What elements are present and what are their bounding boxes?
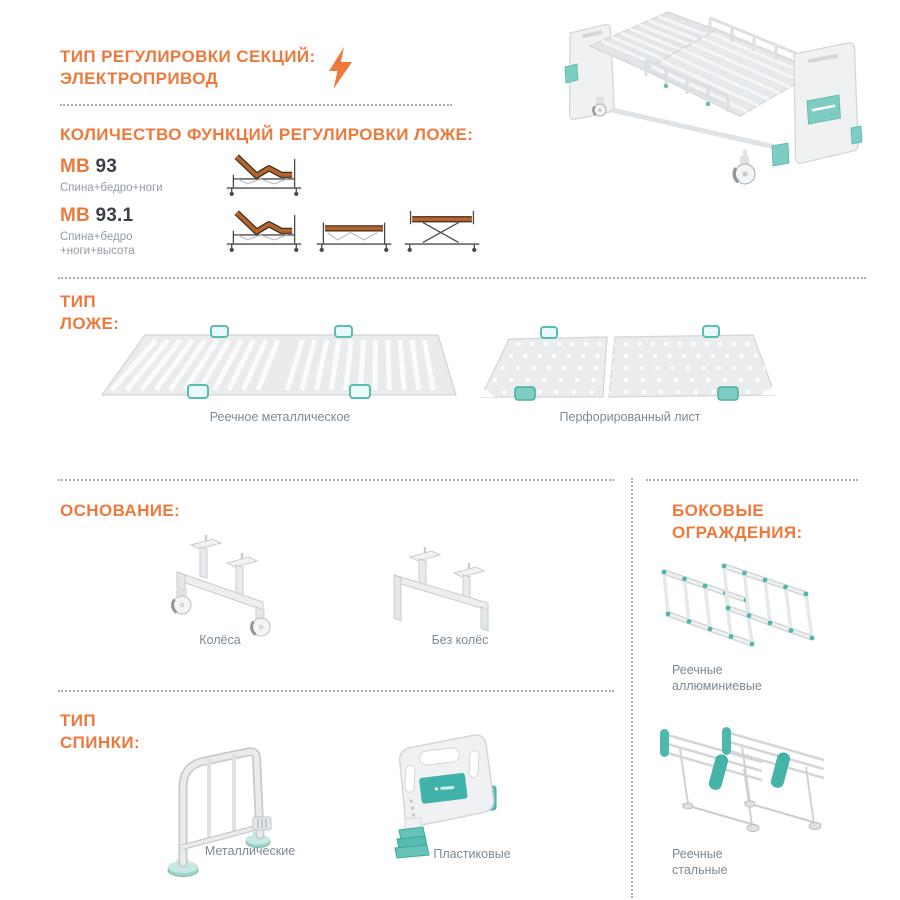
bed-profile-raised-icon	[221, 150, 307, 198]
section-bed-type-title: ТИП ЛОЖЕ:	[60, 292, 120, 333]
section-regulation-title: ТИП РЕГУЛИРОВКИ СЕКЦИЙ: ЭЛЕКТРОПРИВОД	[60, 47, 316, 88]
separator-base	[58, 479, 614, 481]
perforated-platform-image	[475, 323, 795, 411]
separator-top	[60, 104, 452, 106]
separator-vertical	[631, 478, 633, 898]
caption-no-wheels: Без колёс	[431, 633, 489, 647]
section-backrest-title: ТИП СПИНКИ:	[60, 711, 141, 752]
caption-wheels: Колёса	[199, 633, 241, 647]
base-without-wheels-image	[380, 533, 520, 633]
section-side-rails-title: БОКОВЫЕ ОГРАЖДЕНИЯ:	[672, 501, 803, 542]
caption-plastic-backrest: Пластиковые	[433, 847, 511, 861]
section-functions-title: КОЛИЧЕСТВО ФУНКЦИЙ РЕГУЛИРОВКИ ЛОЖЕ:	[60, 125, 474, 144]
caption-slatted-metal: Реечное металлическое	[209, 410, 351, 424]
bed-profile-flat-high-icon	[399, 206, 485, 254]
aluminium-rails-image	[660, 556, 835, 656]
bed-render	[548, 2, 888, 194]
base-with-wheels-image	[163, 526, 303, 638]
model-mb931: МВ 93.1 Спина+бедро +ноги+высота	[60, 205, 135, 257]
separator-rails	[646, 479, 858, 481]
caption-metal-backrest: Металлические	[204, 844, 296, 858]
caption-perforated-sheet: Перфорированный лист	[559, 410, 701, 424]
separator-backrest	[58, 690, 614, 692]
caption-steel-rails: Реечные стальные	[672, 847, 728, 877]
lightning-icon	[326, 46, 354, 90]
slatted-platform-image	[88, 323, 458, 411]
bed-profile-raised-icon	[221, 206, 307, 254]
separator-mid	[58, 277, 866, 279]
model-mb93: МВ 93 Спина+бедро+ноги	[60, 156, 163, 194]
bed-profile-flat-low-icon	[311, 206, 397, 254]
caption-aluminium-rails: Реечные аллюминиевые	[672, 663, 762, 693]
section-base-title: ОСНОВАНИЕ:	[60, 501, 181, 520]
steel-rails-image	[658, 722, 838, 844]
